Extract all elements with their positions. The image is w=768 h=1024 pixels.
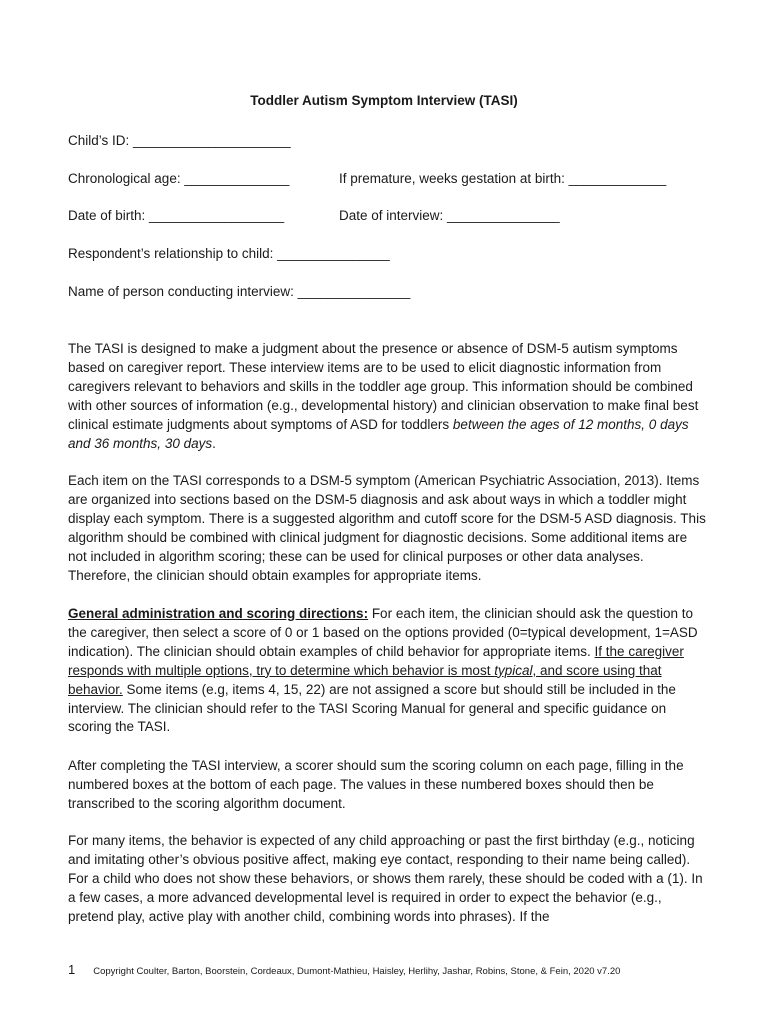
intro-age-range: between the ages of 12 months, 0 days and 36 months, 30 days (68, 416, 689, 451)
page-number: 1 (68, 962, 76, 977)
directions-end: Some items (e.g, items 4, 15, 22) are not assigned a score but should still be included in the interview. The clinician should refer to the TASI Scoring Manual for general and specific guidance on scoring the TASI. (68, 681, 676, 735)
copyright-text: Copyright Coulter, Barton, Boorstein, Cordeaux, Dumont-Mathieu, Haisley, Herlihy, Jashar, Robins, Stone, & Fein, 2020 v7.20 (93, 966, 621, 977)
scoring-text: After completing the TASI interview, a scorer should sum the scoring column on each page, filling in the numbered boxes at the bottom of each page. The values in these numbered boxes should then be transcribed to the scoring algorithm document. (68, 758, 684, 811)
intro-text: The TASI is designed to make a judgment about the presence or absence of DSM-5 autism symptoms based on caregiver report. These interview items are to be used to elicit diagnostic information from caregivers relevant to behaviors and skills in the toddler age group. This information should be combined with other sources of information (e.g., developmental history) and clinician observation to make final best clinical estimate judgments about symptoms of ASD for toddlers (68, 341, 699, 432)
date-of-interview-field: Date of interview: _______________ (339, 208, 560, 223)
interviewer-name-field: Name of person conducting interview: _______________ (68, 284, 411, 299)
directions-underlined-italic: typical (494, 662, 533, 678)
chronological-age-field: Chronological age: ______________ (68, 171, 290, 186)
structure-paragraph (68, 472, 708, 585)
structure-text: Each item on the TASI corresponds to a DSM-5 symptom (American Psychiatric Association, 2013). Items are organized into sections based on the DSM-5 diagnosis and ask about ways in which a toddler might display each symptom. There is a suggested algorithm and cutoff score for the DSM-5 ASD diagnosis. This algorithm should be combined with clinical judgment for diagnostic decisions. Some additional items are not included in algorithm scoring; these can be used for clinical purposes or other data analyses. Therefore, the clinician should obtain examples for appropriate items. (68, 473, 706, 583)
date-of-birth-field: Date of birth: __________________ (68, 208, 285, 223)
child-id-field: Child’s ID: _____________________ (68, 133, 291, 148)
directions-paragraph (68, 605, 708, 737)
document-title: Toddler Autism Symptom Interview (TASI) (250, 93, 518, 108)
developmental-paragraph (68, 832, 708, 927)
intro-paragraph (68, 340, 708, 453)
developmental-text: For many items, the behavior is expected of any child approaching or past the first birthday (e.g., noticing and imitating other’s obvious positive affect, making eye contact, responding to their name being called). For a child who does not show these behaviors, or shows them rarely, these should be coded with a (1). In a few cases, a more advanced developmental level is required in order to expect the behavior (e.g., pretend play, active play with another child, combining words into phrases). If the (68, 833, 703, 924)
respondent-relationship-field: Respondent’s relationship to child: _______________ (68, 246, 390, 261)
page-footer (68, 962, 708, 977)
premature-weeks-field: If premature, weeks gestation at birth: _____________ (339, 171, 667, 186)
scoring-paragraph (68, 757, 708, 814)
directions-underlined-a: If the caregiver responds with multiple options, try to determine which behavior is most (68, 643, 684, 678)
directions-underlined-b: , and score using that behavior. (68, 662, 662, 697)
directions-text: For each item, the clinician should ask the question to the caregiver, then select a score of 0 or 1 based on the options provided (0=typical development, 1=ASD indication). The clinician should obtain examples of child behavior for appropriate items. (68, 606, 698, 659)
intro-end: . (212, 435, 216, 451)
directions-heading: General administration and scoring directions: (68, 606, 369, 621)
